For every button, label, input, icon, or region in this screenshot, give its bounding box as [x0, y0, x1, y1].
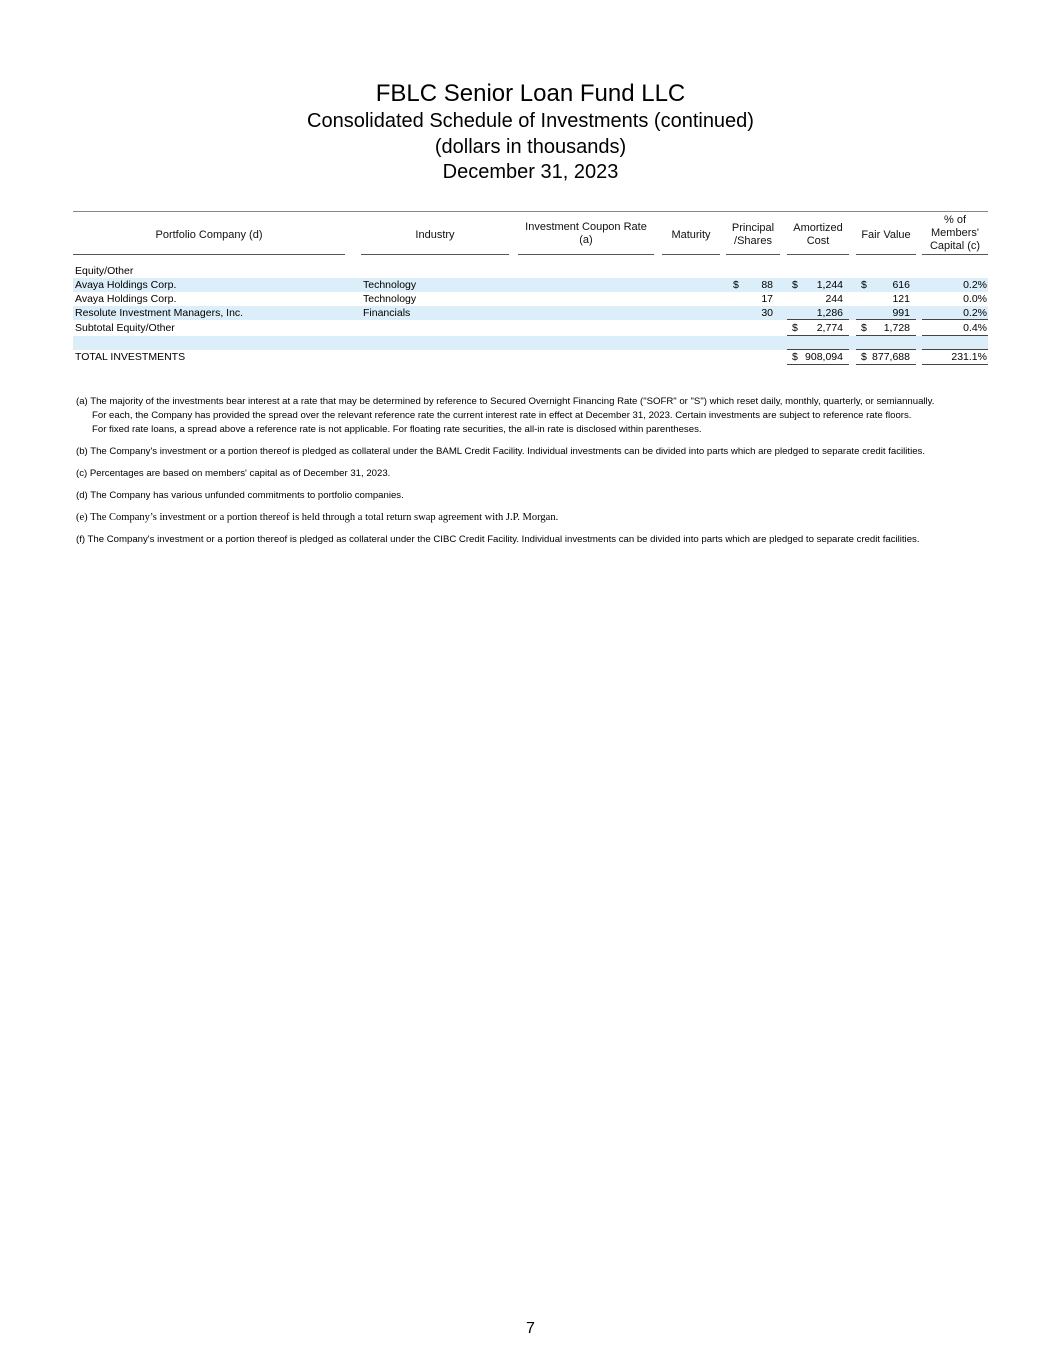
footnote-a: [76, 395, 996, 437]
header-amortized-cost: [787, 222, 849, 248]
header-rule-coupon: [518, 254, 654, 255]
spacer-row: [73, 336, 988, 350]
units-subtitle: (dollars in thousands): [434, 136, 627, 158]
pct-cell: 0.2%: [963, 307, 987, 319]
header-amortized-line2: Cost: [806, 235, 830, 247]
table-row: [73, 306, 988, 320]
total-fair-value: 877,688: [872, 351, 910, 363]
header-industry: Industry: [415, 229, 455, 241]
header-coupon-rate: [518, 221, 654, 247]
header-pct-line3: Capital (c): [929, 240, 981, 252]
header-pct-line1: % of: [943, 214, 966, 226]
subtotal-fair-value: 1,728: [883, 322, 910, 334]
header-rule-company: [73, 254, 345, 255]
row-underline-cost: [787, 319, 849, 320]
pct-cell: 0.2%: [963, 279, 987, 291]
schedule-title: Consolidated Schedule of Investments (continued): [307, 110, 754, 132]
fair-value-cell: 991: [892, 307, 910, 319]
footnote-b: (b) The Company's investment or a portion thereof is pledged as collateral under the BAML Credit Facility. Individual investments can be divided into parts which are pledged to separate credit facilities.: [76, 446, 926, 457]
principal-cell: 88: [761, 279, 773, 291]
section-row: [73, 264, 988, 278]
cost-currency-cell: $: [792, 279, 798, 291]
total-fv-currency: $: [861, 351, 867, 363]
header-rule-fair-value: [856, 254, 916, 255]
header-principal: [726, 222, 780, 248]
principal-cell: 30: [761, 307, 773, 319]
industry-cell: Technology: [363, 293, 417, 305]
total-underline-cost: [787, 364, 849, 365]
subtotal-row: [73, 321, 988, 335]
fair-value-cell: 121: [892, 293, 910, 305]
table-row: [73, 278, 988, 292]
principal-cell: 17: [761, 293, 773, 305]
header-pct-capital: [922, 214, 988, 253]
pct-cell: 0.0%: [963, 293, 987, 305]
footnote-f: (f) The Company's investment or a portion thereof is pledged as collateral under the CIBC Credit Facility. Individual investments can be divided into parts which are pledged to separate credit facilities.: [76, 534, 920, 545]
header-portfolio-company: Portfolio Company (d): [155, 229, 263, 241]
total-pct: 231.1%: [951, 351, 987, 363]
page-number: 7: [526, 1320, 535, 1337]
principal-currency-cell: $: [733, 279, 739, 291]
subtotal-pct: 0.4%: [963, 322, 987, 334]
header-maturity: Maturity: [671, 229, 711, 241]
footnotes: [76, 395, 996, 555]
row-underline-fair-value: [856, 319, 916, 320]
industry-cell: Financials: [363, 307, 411, 319]
footnote-d: (d) The Company has various unfunded commitments to portfolio companies.: [76, 490, 404, 501]
header-rule-principal: [726, 254, 780, 255]
header-rule-cost: [787, 254, 849, 255]
header-rule-pct: [922, 254, 988, 255]
row-underline-pct: [922, 319, 988, 320]
total-cost-currency: $: [792, 351, 798, 363]
report-date: December 31, 2023: [442, 161, 619, 183]
total-row: [73, 350, 988, 364]
total-underline-pct: [922, 364, 988, 365]
header-fair-value: Fair Value: [861, 229, 911, 241]
total-label: TOTAL INVESTMENTS: [75, 351, 186, 363]
header-coupon-line2: (a): [579, 234, 593, 246]
cost-cell: 244: [825, 293, 843, 305]
header-rule-industry: [361, 254, 509, 255]
fair-value-cell: 616: [892, 279, 910, 291]
header-principal-line2: /Shares: [734, 235, 772, 247]
company-cell: Avaya Holdings Corp.: [75, 279, 177, 291]
table-row: [73, 292, 988, 306]
total-cost: 908,094: [805, 351, 843, 363]
company-cell: Avaya Holdings Corp.: [75, 293, 177, 305]
footnote-e: (e) The Company’s investment or a portion thereof is held through a total return swap agreement with J.P. Morgan.: [76, 512, 559, 523]
fv-currency-cell: $: [861, 279, 867, 291]
document-title-block: [0, 82, 1051, 182]
header-rule-maturity: [662, 254, 720, 255]
section-label: Equity/Other: [75, 265, 134, 277]
subtotal-label: Subtotal Equity/Other: [75, 322, 175, 334]
cost-cell: 1,286: [816, 307, 843, 319]
total-underline-fair-value: [856, 364, 916, 365]
company-cell: Resolute Investment Managers, Inc.: [75, 307, 244, 319]
subtotal-cost: 2,774: [816, 322, 843, 334]
footnote-a-line3: For fixed rate loans, a spread above a reference rate is not applicable. For floating rate securities, the all-in rate is disclosed within parentheses.: [92, 424, 702, 435]
fund-name: FBLC Senior Loan Fund LLC: [375, 80, 686, 107]
header-pct-line2: Members': [931, 227, 979, 239]
cost-cell: 1,244: [816, 279, 843, 291]
subtotal-fv-currency: $: [861, 322, 867, 334]
header-coupon-line1: Investment Coupon Rate: [525, 221, 647, 233]
header-amortized-line1: Amortized: [793, 222, 843, 234]
footnote-a-line1: (a) The majority of the investments bear interest at a rate that may be determined by reference to Secured Overnight Financing Rate ("SOFR" or "S") which reset daily, monthly, quarterly, or semiannually.: [76, 396, 935, 407]
footnote-c: (c) Percentages are based on members' capital as of December 31, 2023.: [76, 468, 391, 479]
table-top-rule: [73, 211, 988, 212]
subtotal-cost-currency: $: [792, 322, 798, 334]
header-principal-line1: Principal: [731, 222, 775, 234]
industry-cell: Technology: [363, 279, 417, 291]
footnote-a-line2: For each, the Company has provided the spread over the relevant reference rate the current interest rate in effect at December 31, 2023. Certain investments are subject to reference rate floors.: [92, 410, 912, 421]
